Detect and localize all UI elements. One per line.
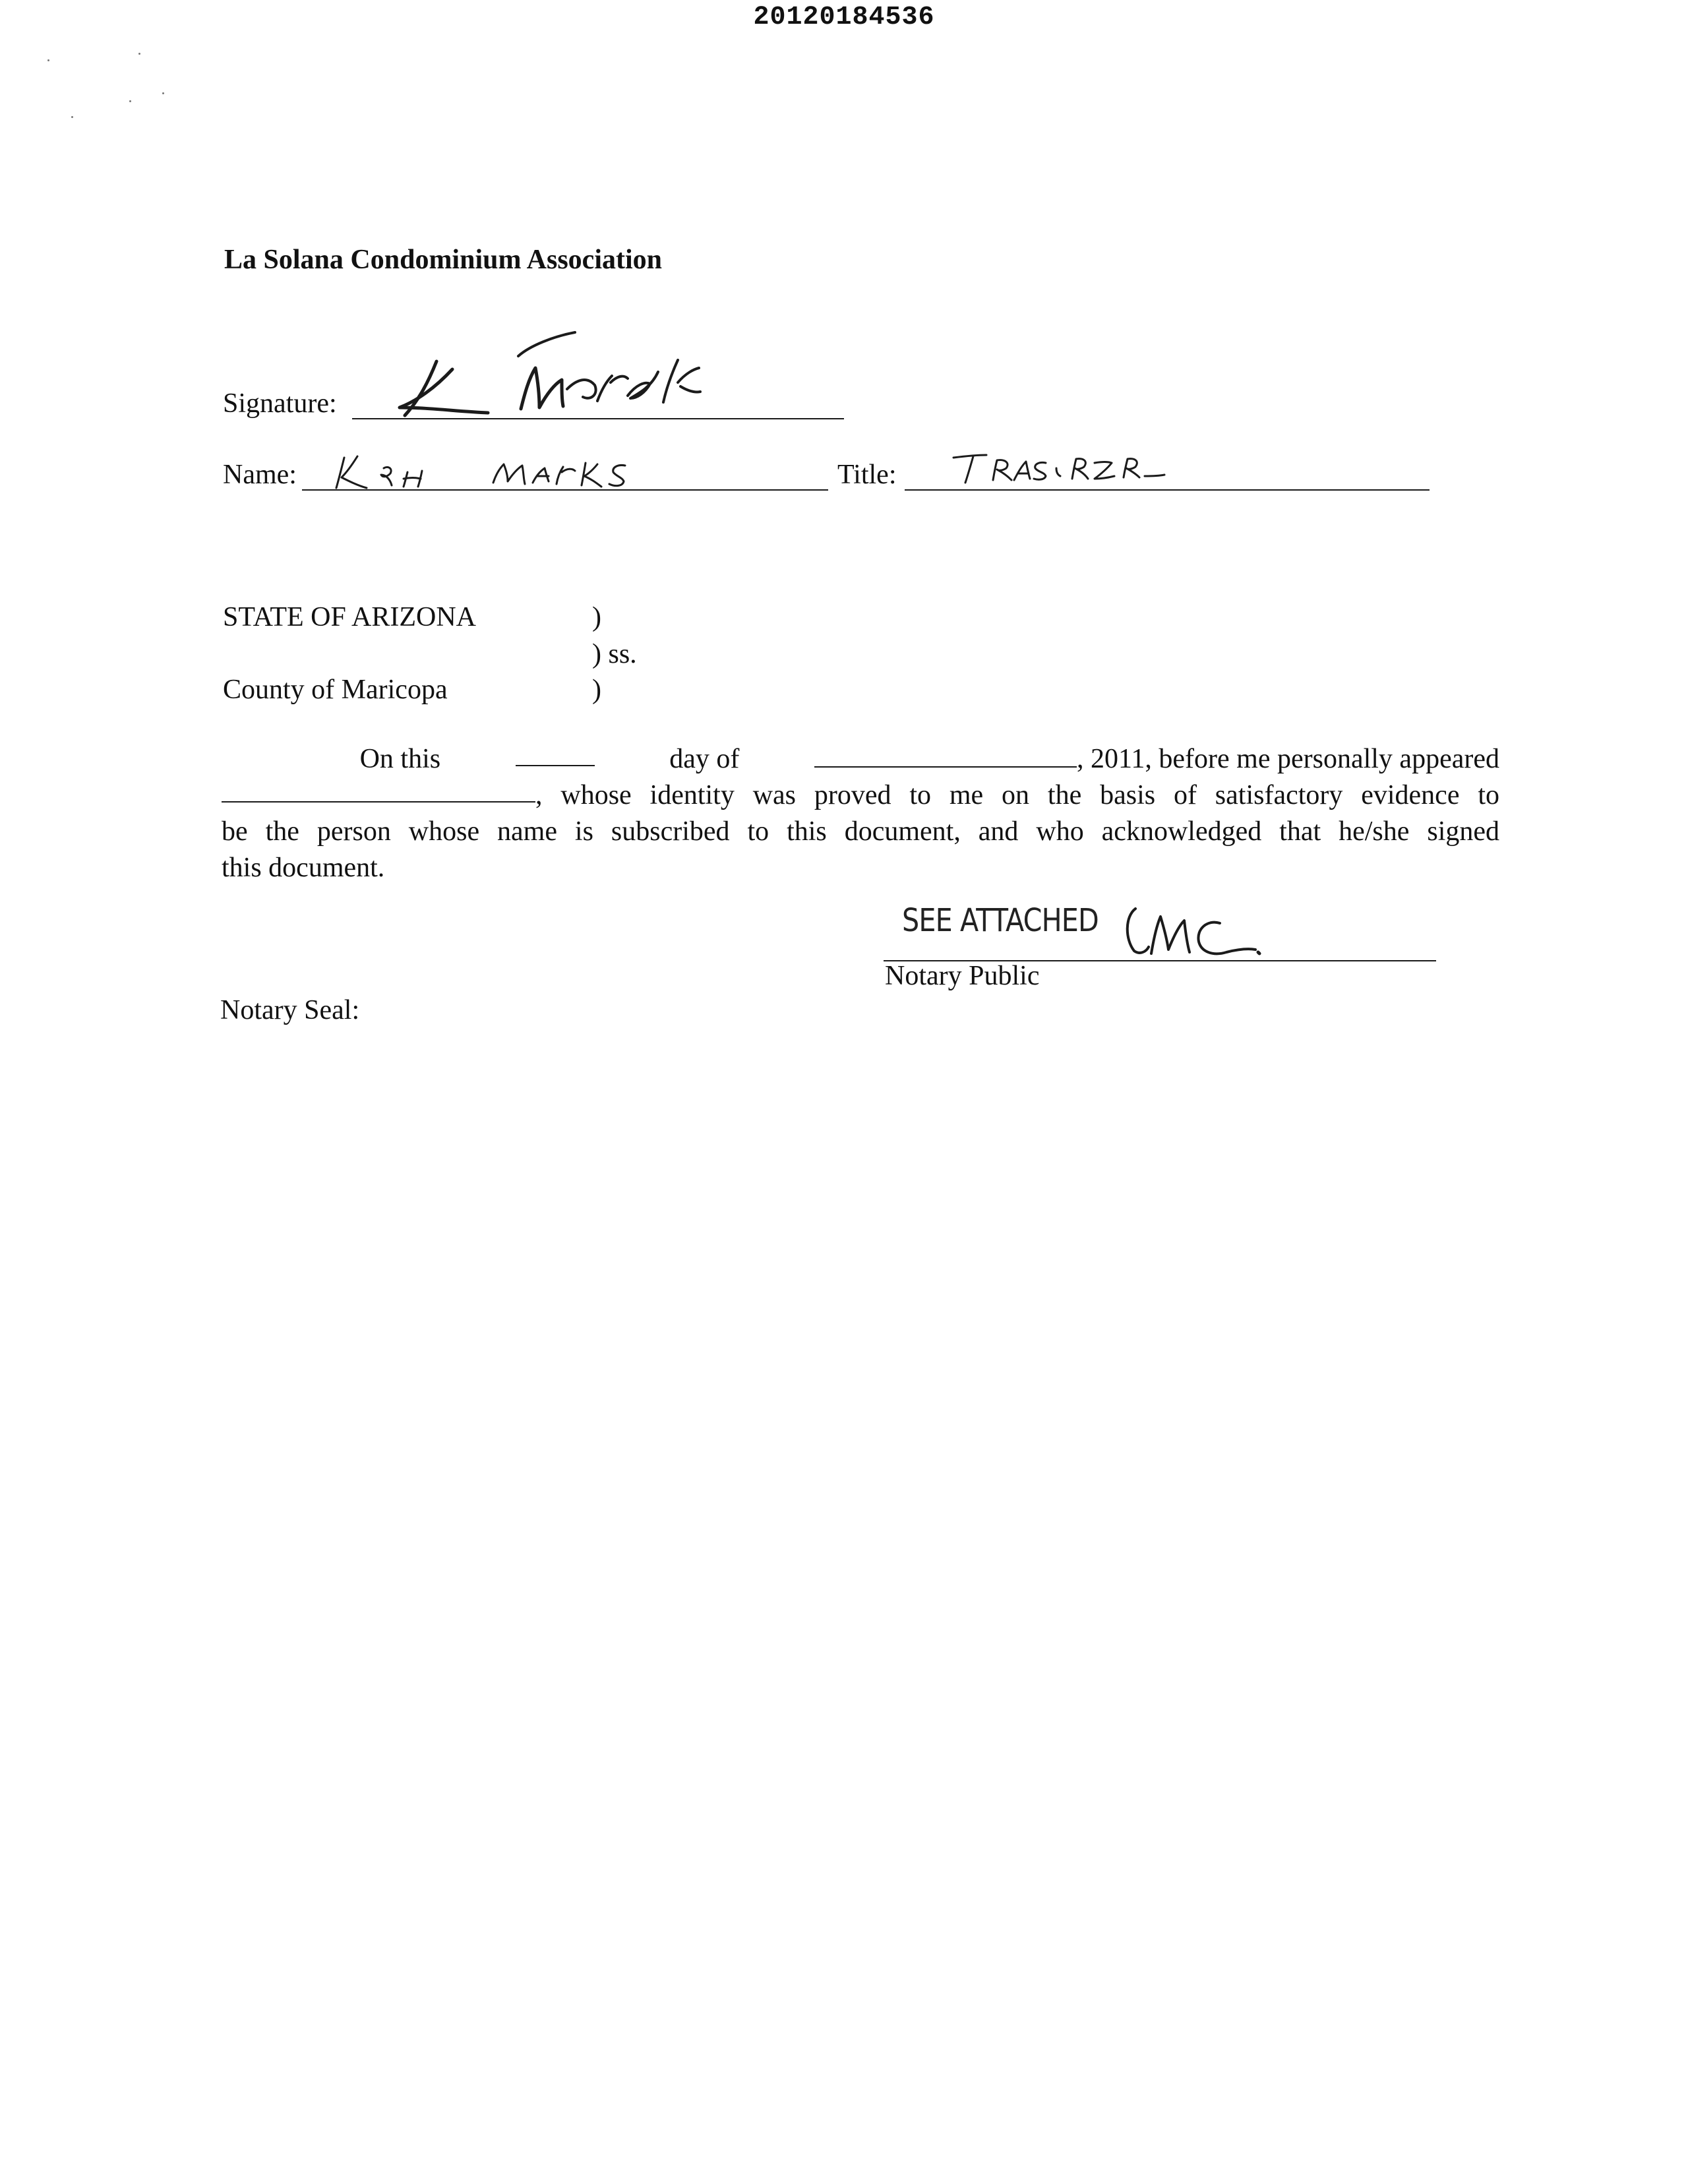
signature-label: Signature: <box>223 388 337 419</box>
state-label: STATE OF ARIZONA <box>223 602 476 632</box>
day-of-text: day of <box>669 744 740 774</box>
paragraph-line-3-text: be the person whose name is subscribed to this document, and who acknowledged that he/she signed <box>222 816 1499 847</box>
acknowledgment-paragraph <box>222 741 1499 886</box>
paragraph-line-2 <box>222 777 1499 814</box>
name-label: Name: <box>223 460 297 490</box>
venue-paren-1: ) <box>592 602 601 632</box>
person-blank <box>222 777 535 803</box>
paragraph-line-4 <box>222 850 1499 886</box>
paragraph-line-1 <box>222 741 1499 777</box>
venue-paren-2: ) <box>592 675 601 705</box>
paragraph-line-3 <box>222 814 1499 850</box>
identity-clause-text: , whose identity was proved to me on the basis of satisfactory evidence to <box>535 780 1499 810</box>
association-name: La Solana Condominium Association <box>224 245 663 275</box>
county-label: County of Maricopa <box>223 675 448 705</box>
handwritten-signature <box>389 330 732 429</box>
notary-public-label: Notary Public <box>885 961 1040 991</box>
title-line <box>905 489 1430 491</box>
handwritten-title <box>950 448 1174 488</box>
month-blank <box>814 743 1077 768</box>
handwritten-name <box>335 448 665 495</box>
on-this-text: On this <box>359 744 441 774</box>
notary-initials <box>1121 897 1266 969</box>
paragraph-line-4-text: this document. <box>222 853 385 883</box>
recording-number: 20120184536 <box>753 3 935 32</box>
see-attached-stamp: SEE ATTACHED <box>902 902 1099 939</box>
day-blank <box>516 741 595 766</box>
notary-seal-label: Notary Seal: <box>220 995 360 1025</box>
year-clause-text: , 2011, before me personally appeared <box>1076 744 1499 774</box>
title-label: Title: <box>837 460 897 490</box>
venue-ss: ) ss. <box>592 639 637 669</box>
